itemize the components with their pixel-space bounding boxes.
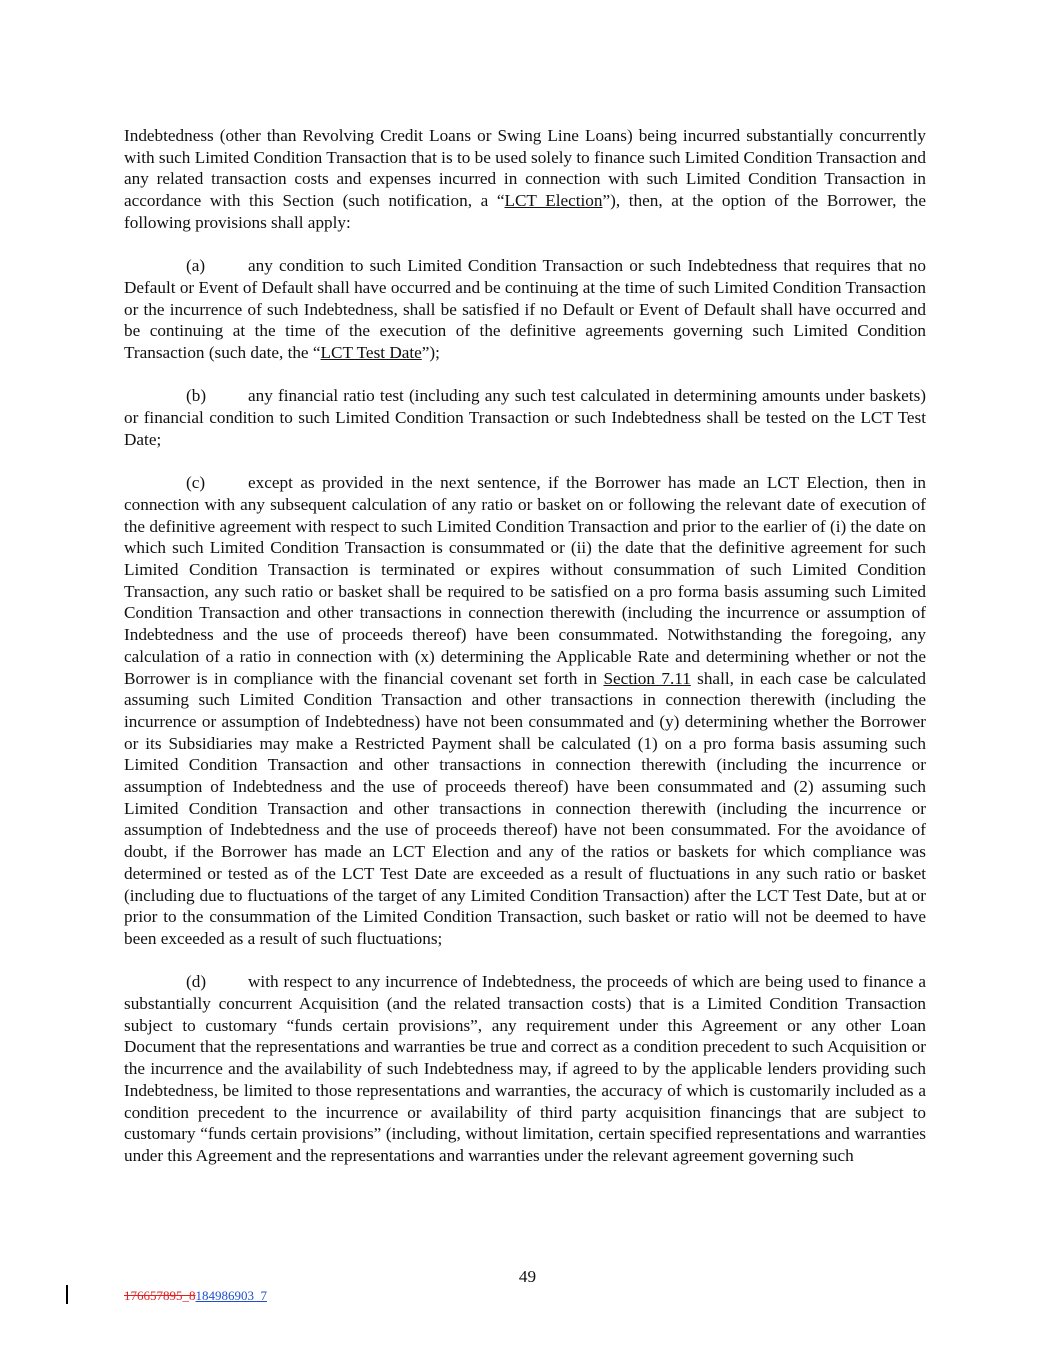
paragraph-intro bbox=[124, 125, 926, 234]
intro-text-1: Indebtedness (other than Revolving Credit Loans or Swing Line Loans) being incurred substantially concurrently with such Limited Condition Transaction that is to be used solely to finance such Limited Condition Transaction and any related transaction costs and expenses incurred in connection with such Limited Condition Transaction in accordance with this Section (such notification, a “ bbox=[124, 126, 926, 211]
lct-election-term: LCT Election bbox=[504, 191, 603, 211]
clause-a-text-2: ”); bbox=[421, 343, 440, 363]
section-7-11-reference: Section 7.11 bbox=[603, 668, 691, 688]
clause-label-b: (b) bbox=[186, 386, 207, 406]
clause-a-text-1: any condition to such Limited Condition Transaction or such Indebtedness that requires that no Default or Event of Default shall have occurred and be continuing at the time of such Limited Condition Transaction or the incurrence of such Indebtedness, shall be satisfied if no Default or Event of Default shall have occurred and be continuing at the time of the execution of the definitive agreements governing such Limited Condition Transaction (such date, the “ bbox=[124, 256, 926, 363]
document-id-inserted: 184986903_7 bbox=[195, 1288, 267, 1303]
clause-label-c: (c) bbox=[186, 473, 206, 493]
clause-c-text-1: except as provided in the next sentence, if the Borrower has made an LCT Election, then in connection with any subsequent calculation of any ratio or basket on or following the relevant date of execution of the definitive agreement with respect to such Limited Condition Transaction and prior to the earlier of (i) the date on which such Limited Condition Transaction is consummated or (ii) the date that the definitive agreement for such Limited Condition Transaction is terminated or expires without consummation of such Limited Condition Transaction, any such ratio or basket shall be required to be satisfied on a pro forma basis assuming such Limited Condition Transaction and other transactions in connection therewith (including the incurrence or assumption of Indebtedness and the use of proceeds thereof) have been consummated. Notwithstanding the foregoing, any calculation of a ratio in connection with (x) determining the Applicable Rate and determining whether or not the Borrower is in compliance with the financial covenant set forth in bbox=[124, 473, 926, 688]
page-number: 49 bbox=[518, 1267, 537, 1286]
intro-text-2: ”), then, at the option of the Borrower, the following provisions shall apply: bbox=[124, 191, 926, 232]
paragraph-a bbox=[124, 255, 926, 364]
clause-label-a: (a) bbox=[186, 256, 206, 276]
document-id-deleted: 176657895_8 bbox=[124, 1288, 196, 1303]
revision-change-bar bbox=[66, 1285, 68, 1304]
paragraph-b bbox=[124, 385, 926, 450]
clause-label-d: (d) bbox=[186, 972, 207, 992]
document-id bbox=[124, 1288, 267, 1304]
clause-d-text: with respect to any incurrence of Indebtedness, the proceeds of which are being used to finance a substantially concurrent Acquisition (and the related transaction costs) that is a Limited Condition Transaction subject to customary “funds certain provisions”, any requirement under this Agreement or any other Loan Document that the representations and warranties be true and correct as a condition precedent to such Acquisition or the incurrence and the availability of such Indebtedness may, if agreed to by the applicable lenders providing such Indebtedness, be limited to those representations and warranties, the accuracy of which is customarily included as a condition precedent to the incurrence or availability of third party acquisition financings that are subject to customary “funds certain provisions” (including, without limitation, certain specified representations and warranties under this Agreement and the representations and warranties under the relevant agreement governing such bbox=[124, 972, 926, 1165]
paragraph-c bbox=[124, 472, 926, 949]
lct-test-date-term: LCT Test Date bbox=[320, 343, 422, 363]
paragraph-d bbox=[124, 971, 926, 1166]
clause-b-text: any financial ratio test (including any such test calculated in determining amounts under baskets) or financial condition to such Limited Condition Transaction or such Indebtedness shall be tested on the LCT Test Date; bbox=[124, 386, 926, 449]
body-text bbox=[124, 125, 926, 1188]
clause-c-text-2: shall, in each case be calculated assuming such Limited Condition Transaction and other transactions in connection therewith (including the incurrence or assumption of Indebtedness) have not been consummated and (y) determining whether the Borrower or its Subsidiaries may make a Restricted Payment shall be calculated (1) on a pro forma basis assuming such Limited Condition Transaction and other transactions in connection therewith (including the incurrence or assumption of Indebtedness and the use of proceeds thereof) have been consummated and (2) assuming such Limited Condition Transaction and other transactions in connection therewith (including the incurrence or assumption of Indebtedness and the use of proceeds thereof) have not been consummated. For the avoidance of doubt, if the Borrower has made an LCT Election and any of the ratios or baskets for which compliance was determined or tested as of the LCT Test Date are exceeded as a result of fluctuations in any such ratio or basket (including due to fluctuations of the target of any Limited Condition Transaction) after the LCT Test Date, but at or prior to the consummation of the Limited Condition Transaction, such basket or ratio will not be deemed to have been exceeded as a result of such fluctuations; bbox=[124, 668, 927, 948]
